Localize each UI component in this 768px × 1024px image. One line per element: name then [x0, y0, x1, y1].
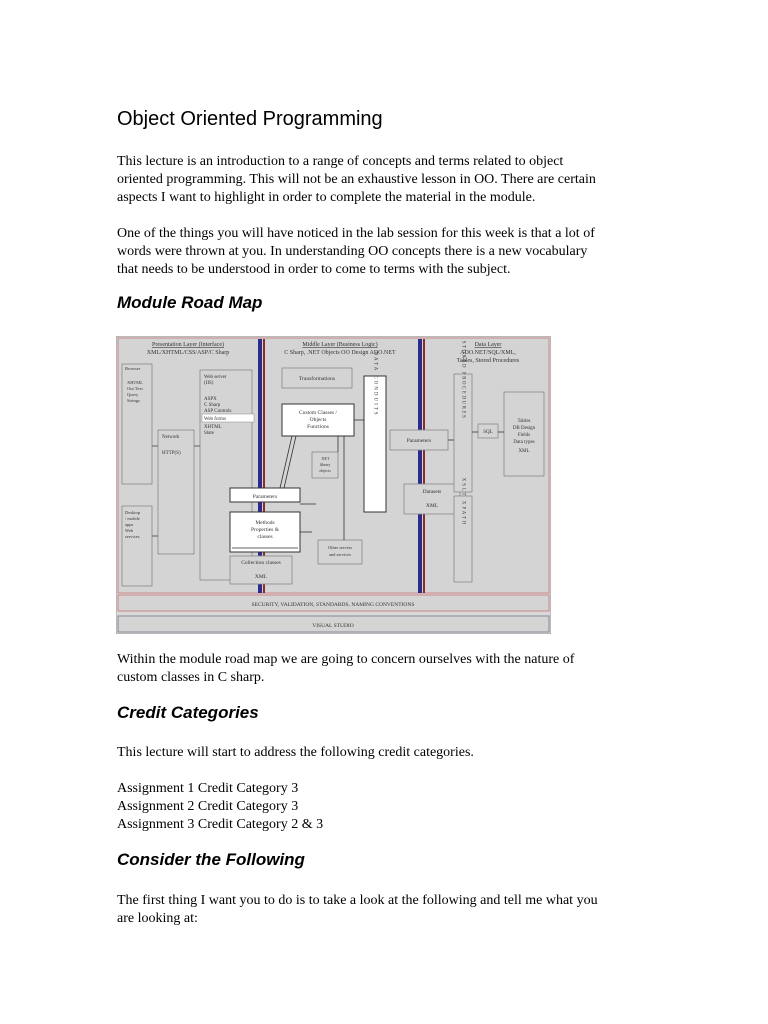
data-layer-subtitle-2: Tables, Stored Procedures — [456, 358, 520, 364]
credit-item: Assignment 3 Credit Category 2 & 3 — [117, 817, 324, 832]
network-label: Network — [162, 435, 180, 440]
desktop-text: services — [125, 534, 140, 539]
web-server-text: XHTML — [204, 425, 222, 430]
browser-text: XHTML — [127, 380, 143, 385]
roadmap-paragraph — [117, 651, 647, 687]
transformations-label: Transformations — [298, 376, 336, 382]
datasets-text: Datasets — [422, 489, 442, 495]
text-line: One of the things you will have noticed in the lab session for this week is that a lot of — [117, 226, 595, 241]
intro-paragraph-1 — [117, 153, 647, 207]
net-library-text: objects — [319, 468, 331, 473]
parameters-left-label: Parameters — [252, 494, 278, 500]
credit-list — [117, 780, 647, 834]
web-server-text: C Sharp — [204, 403, 221, 408]
parameters-right-label: Parameters — [406, 438, 432, 444]
tables-text: DB Design — [512, 426, 536, 431]
tables-text: Tables — [517, 419, 531, 424]
presentation-layer-subtitle: XML/XHTML/CSS/ASP/C Sharp — [146, 350, 230, 356]
data-layer-title: Data Layer — [474, 342, 502, 348]
data-layer-subtitle-1: ADO.NET/SQL/XML, — [460, 350, 516, 356]
methods-text: Properties & — [251, 527, 279, 533]
text-line: that needs to be understood in order to come to terms with the subject. — [117, 262, 511, 277]
consider-heading: Consider the Following — [117, 850, 305, 869]
browser-text: Out Text — [127, 386, 143, 391]
browser-text: Query — [127, 392, 139, 397]
web-server-text: (IIS) — [204, 381, 214, 386]
web-server-text: Web server — [204, 375, 227, 380]
intro-paragraph-2 — [117, 225, 647, 279]
tables-text: Data types — [513, 440, 535, 445]
custom-classes-text: Objects — [309, 417, 327, 423]
custom-classes-text: Functions — [307, 424, 329, 430]
methods-text: classes — [257, 534, 273, 540]
desktop-text: apps — [125, 522, 134, 527]
datasets-text: XML — [425, 503, 439, 509]
web-server-text: ASP Controls — [204, 409, 232, 414]
presentation-layer-title: Presentation Layer (Interface) — [152, 342, 224, 348]
data-conduits-label: DATA CONDUITS — [372, 351, 378, 417]
module-road-map-diagram — [116, 336, 551, 634]
security-label: SECURITY, VALIDATION, STANDARDS, NAMING CONVENTIONS — [251, 602, 415, 608]
roadmap-heading: Module Road Map — [117, 293, 263, 312]
credit-intro — [117, 744, 647, 762]
stored-procedures-label: STORED PROCEDURES — [460, 340, 466, 420]
tables-text: Fields — [517, 433, 531, 438]
network-box — [158, 430, 194, 554]
xslt-xpath-label: XSLT XPATH — [460, 477, 466, 527]
net-library-text: library — [319, 462, 331, 467]
web-server-text: Web forms — [204, 417, 226, 422]
collection-text: Collection classes — [241, 560, 281, 566]
methods-text: Methods — [255, 520, 275, 526]
text-line: Within the module road map we are going to concern ourselves with the nature of — [117, 652, 575, 667]
credit-item: Assignment 1 Credit Category 3 — [117, 781, 299, 796]
page-title: Object Oriented Programming — [117, 108, 383, 130]
credit-heading: Credit Categories — [117, 703, 259, 722]
browser-text: Strings — [127, 398, 140, 403]
custom-classes-text: Custom Classes / — [299, 410, 337, 416]
text-line: words were thrown at you. In understanding OO concepts there is a new vocabulary — [117, 244, 588, 259]
text-line: are looking at: — [117, 911, 198, 926]
text-line: aspects I want to highlight in order to complete the material in the module. — [117, 190, 536, 205]
net-library-text: .NET — [320, 456, 330, 461]
text-line: This lecture is an introduction to a range of concepts and terms related to object — [117, 154, 564, 169]
desktop-text: Desktop — [125, 510, 140, 515]
text-line: custom classes in C sharp. — [117, 670, 265, 685]
desktop-text: / mobile — [125, 516, 140, 521]
other-servers-text: and services — [328, 552, 352, 557]
middle-layer-title: Middle Layer (Business Logic) — [302, 342, 378, 348]
middle-layer-subtitle: C Sharp, .NET Objects OO Design ADO.NET — [284, 350, 396, 356]
text-line: The first thing I want you to do is to take a look at the following and tell me what you — [117, 893, 598, 908]
credit-item: Assignment 2 Credit Category 3 — [117, 799, 299, 814]
desktop-text: Web — [125, 528, 134, 533]
network-protocol: HTTP(S) — [162, 451, 181, 456]
visual-studio-label: VISUAL STUDIO — [312, 623, 354, 629]
web-server-text: ASPX — [204, 397, 217, 402]
tables-text: XML — [518, 449, 530, 454]
consider-paragraph — [117, 892, 647, 928]
sql-label: SQL — [483, 430, 493, 435]
other-servers-text: Other servers — [327, 545, 353, 550]
browser-label: Browser — [125, 366, 141, 371]
text-line: oriented programming. This will not be an exhaustive lesson in OO. There are certain — [117, 172, 596, 187]
collection-text: XML — [254, 574, 268, 580]
text-line: This lecture will start to address the following credit categories. — [117, 745, 474, 760]
web-server-text: State — [204, 431, 214, 436]
